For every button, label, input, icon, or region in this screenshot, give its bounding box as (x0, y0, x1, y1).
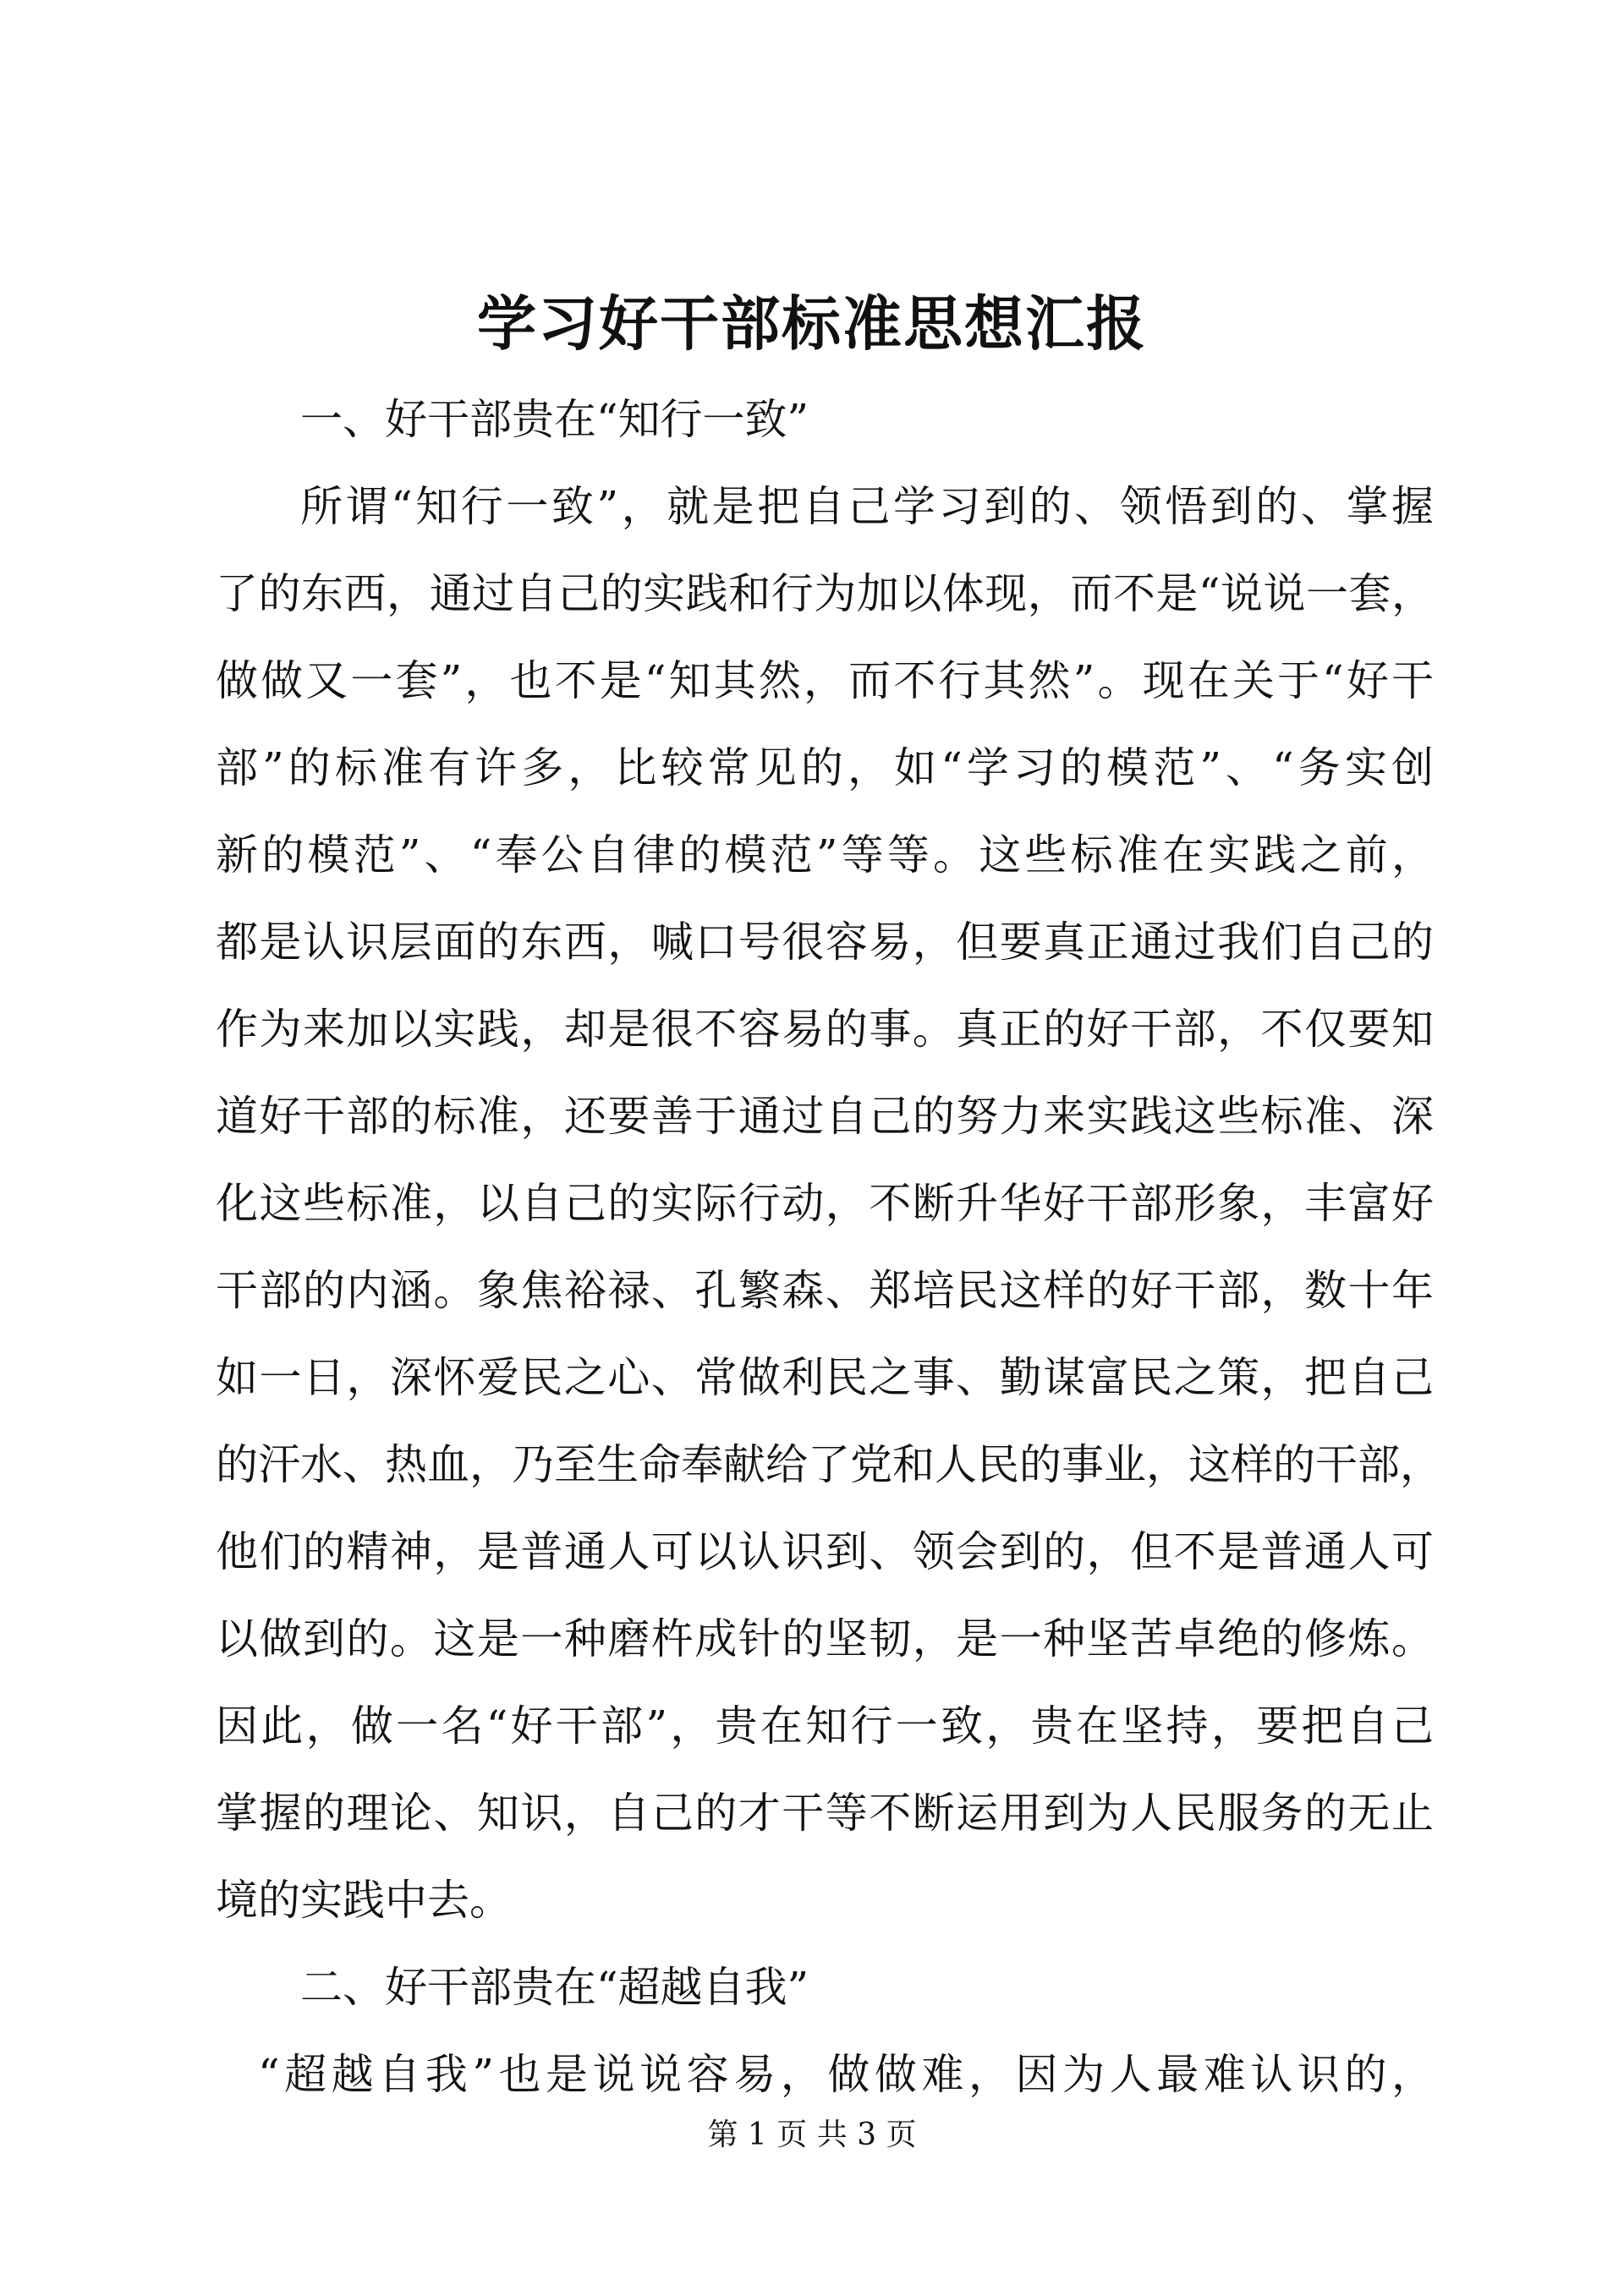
paragraph-line: 了的东西，通过自己的实践和行为加以体现，而不是“说说一套， (216, 569, 1434, 618)
paragraph-line: 新的模范”、“奉公自律的模范”等等。这些标准在实践之前， (216, 830, 1434, 879)
paragraph-line: 所谓“知行一致”，就是把自己学习到的、领悟到的、掌握 (300, 482, 1434, 531)
paragraph-line: 部”的标准有许多，比较常见的，如“学习的模范”、“务实创 (216, 743, 1434, 792)
paragraph-line: 境的实践中去。 (216, 1876, 512, 1925)
paragraph-line: 如一日，深怀爱民之心、常做利民之事、勤谋富民之策，把自己 (216, 1353, 1434, 1402)
paragraph-line: 作为来加以实践，却是很不容易的事。真正的好干部，不仅要知 (216, 1005, 1434, 1054)
paragraph-line: 都是认识层面的东西，喊口号很容易，但要真正通过我们自己的 (216, 918, 1434, 967)
section-heading-2: 二、好干部贵在“超越自我” (300, 1963, 809, 2012)
document-title: 学习好干部标准思想汇报 (477, 288, 1147, 359)
page-footer: 第 1 页 共 3 页 (707, 2118, 917, 2152)
section-heading-1: 一、好干部贵在“知行一致” (300, 395, 809, 444)
paragraph-line: 因此，做一名“好干部”，贵在知行一致，贵在坚持，要把自己 (216, 1701, 1434, 1751)
paragraph-line: 他们的精神，是普通人可以认识到、领会到的，但不是普通人可 (216, 1527, 1434, 1576)
paragraph-line: 掌握的理论、知识，自己的才干等不断运用到为人民服务的无止 (216, 1789, 1434, 1838)
paragraph-line: 以做到的。这是一种磨杵成针的坚韧，是一种坚苦卓绝的修炼。 (216, 1614, 1434, 1663)
paragraph-line: 的汗水、热血，乃至生命奉献给了党和人民的事业，这样的干部， (216, 1440, 1442, 1489)
paragraph-line: 干部的内涵。象焦裕禄、孔繁森、郑培民这样的好干部，数十年 (216, 1266, 1434, 1315)
paragraph-line: 化这些标准，以自己的实际行动，不断升华好干部形象，丰富好 (216, 1179, 1434, 1228)
paragraph-line: 做做又一套”，也不是“知其然，而不行其然”。现在关于“好干 (216, 656, 1434, 705)
document-body (216, 376, 1442, 2118)
paragraph-line: 道好干部的标准，还要善于通过自己的努力来实践这些标准、深 (216, 1092, 1434, 1141)
paragraph-line: “超越自我”也是说说容易，做做难，因为人最难认识的， (258, 2050, 1434, 2099)
